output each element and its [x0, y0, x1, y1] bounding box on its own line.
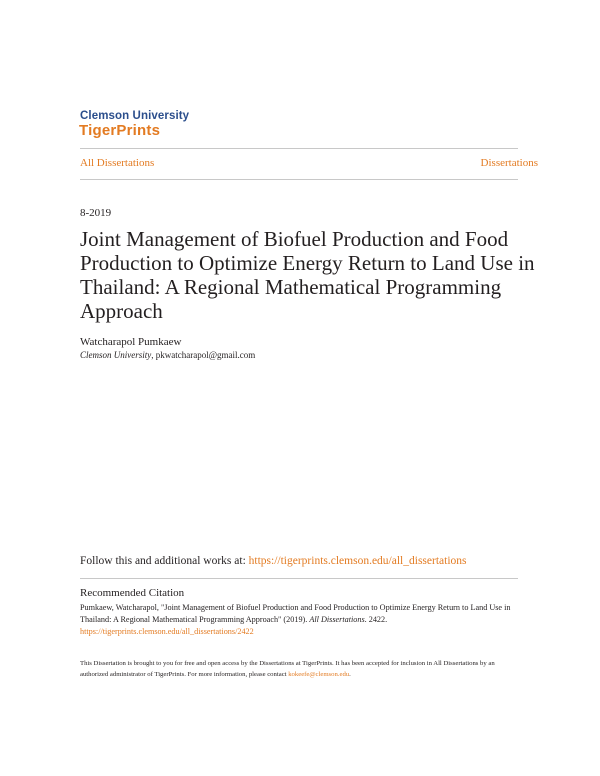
access-statement: [80, 658, 522, 680]
repository-logo-text[interactable]: TigerPrints: [79, 122, 161, 139]
citation-divider: [80, 578, 518, 579]
author-affiliation: [80, 350, 255, 360]
all-dissertations-link[interactable]: All Dissertations: [80, 157, 155, 169]
institution-name: Clemson University: [80, 110, 190, 122]
author-email: , pkwatcharapol@gmail.com: [151, 350, 256, 360]
affiliation-name: Clemson University: [80, 350, 152, 360]
author-name: Watcharapol Pumkaew: [80, 336, 182, 348]
access-statement-text: This Dissertation is brought to you for free and open access by the Dissertations at TigerPrints. It has been accepted for inclusion in All Dissertations by an authorized administrator of TigerPrints. For more information, please contact: [80, 660, 495, 678]
citation-url-link[interactable]: https://tigerprints.clemson.edu/all_dissertations/2422: [80, 627, 254, 636]
header-divider-bottom: [80, 179, 518, 180]
citation-body: Pumkaew, Watcharapol, "Joint Management of Biofuel Production and Food Production to Optimize Energy Return to Land Use in Thailand: A Regional Mathematical Programming Approach" (2019).: [80, 603, 511, 624]
header-divider-top: [80, 148, 518, 149]
follow-label: Follow this and additional works at:: [80, 555, 249, 567]
document-title: Joint Management of Biofuel Production and Food Production to Optimize Energy Return to Land Use in Thailand: A Regional Mathematical Programming Approach: [80, 227, 535, 323]
recommended-citation-heading: Recommended Citation: [80, 587, 185, 599]
access-statement-end: .: [349, 671, 351, 678]
citation-number: . 2422.: [364, 615, 388, 624]
citation-text: [80, 602, 520, 638]
contact-email-link[interactable]: kokeefe@clemson.edu: [288, 671, 350, 678]
follow-line: [80, 555, 467, 567]
citation-journal: All Dissertations: [309, 615, 365, 624]
dissertations-link[interactable]: Dissertations: [480, 157, 538, 169]
publication-date: 8-2019: [80, 207, 112, 219]
follow-url-link[interactable]: https://tigerprints.clemson.edu/all_dissertations: [248, 555, 467, 567]
